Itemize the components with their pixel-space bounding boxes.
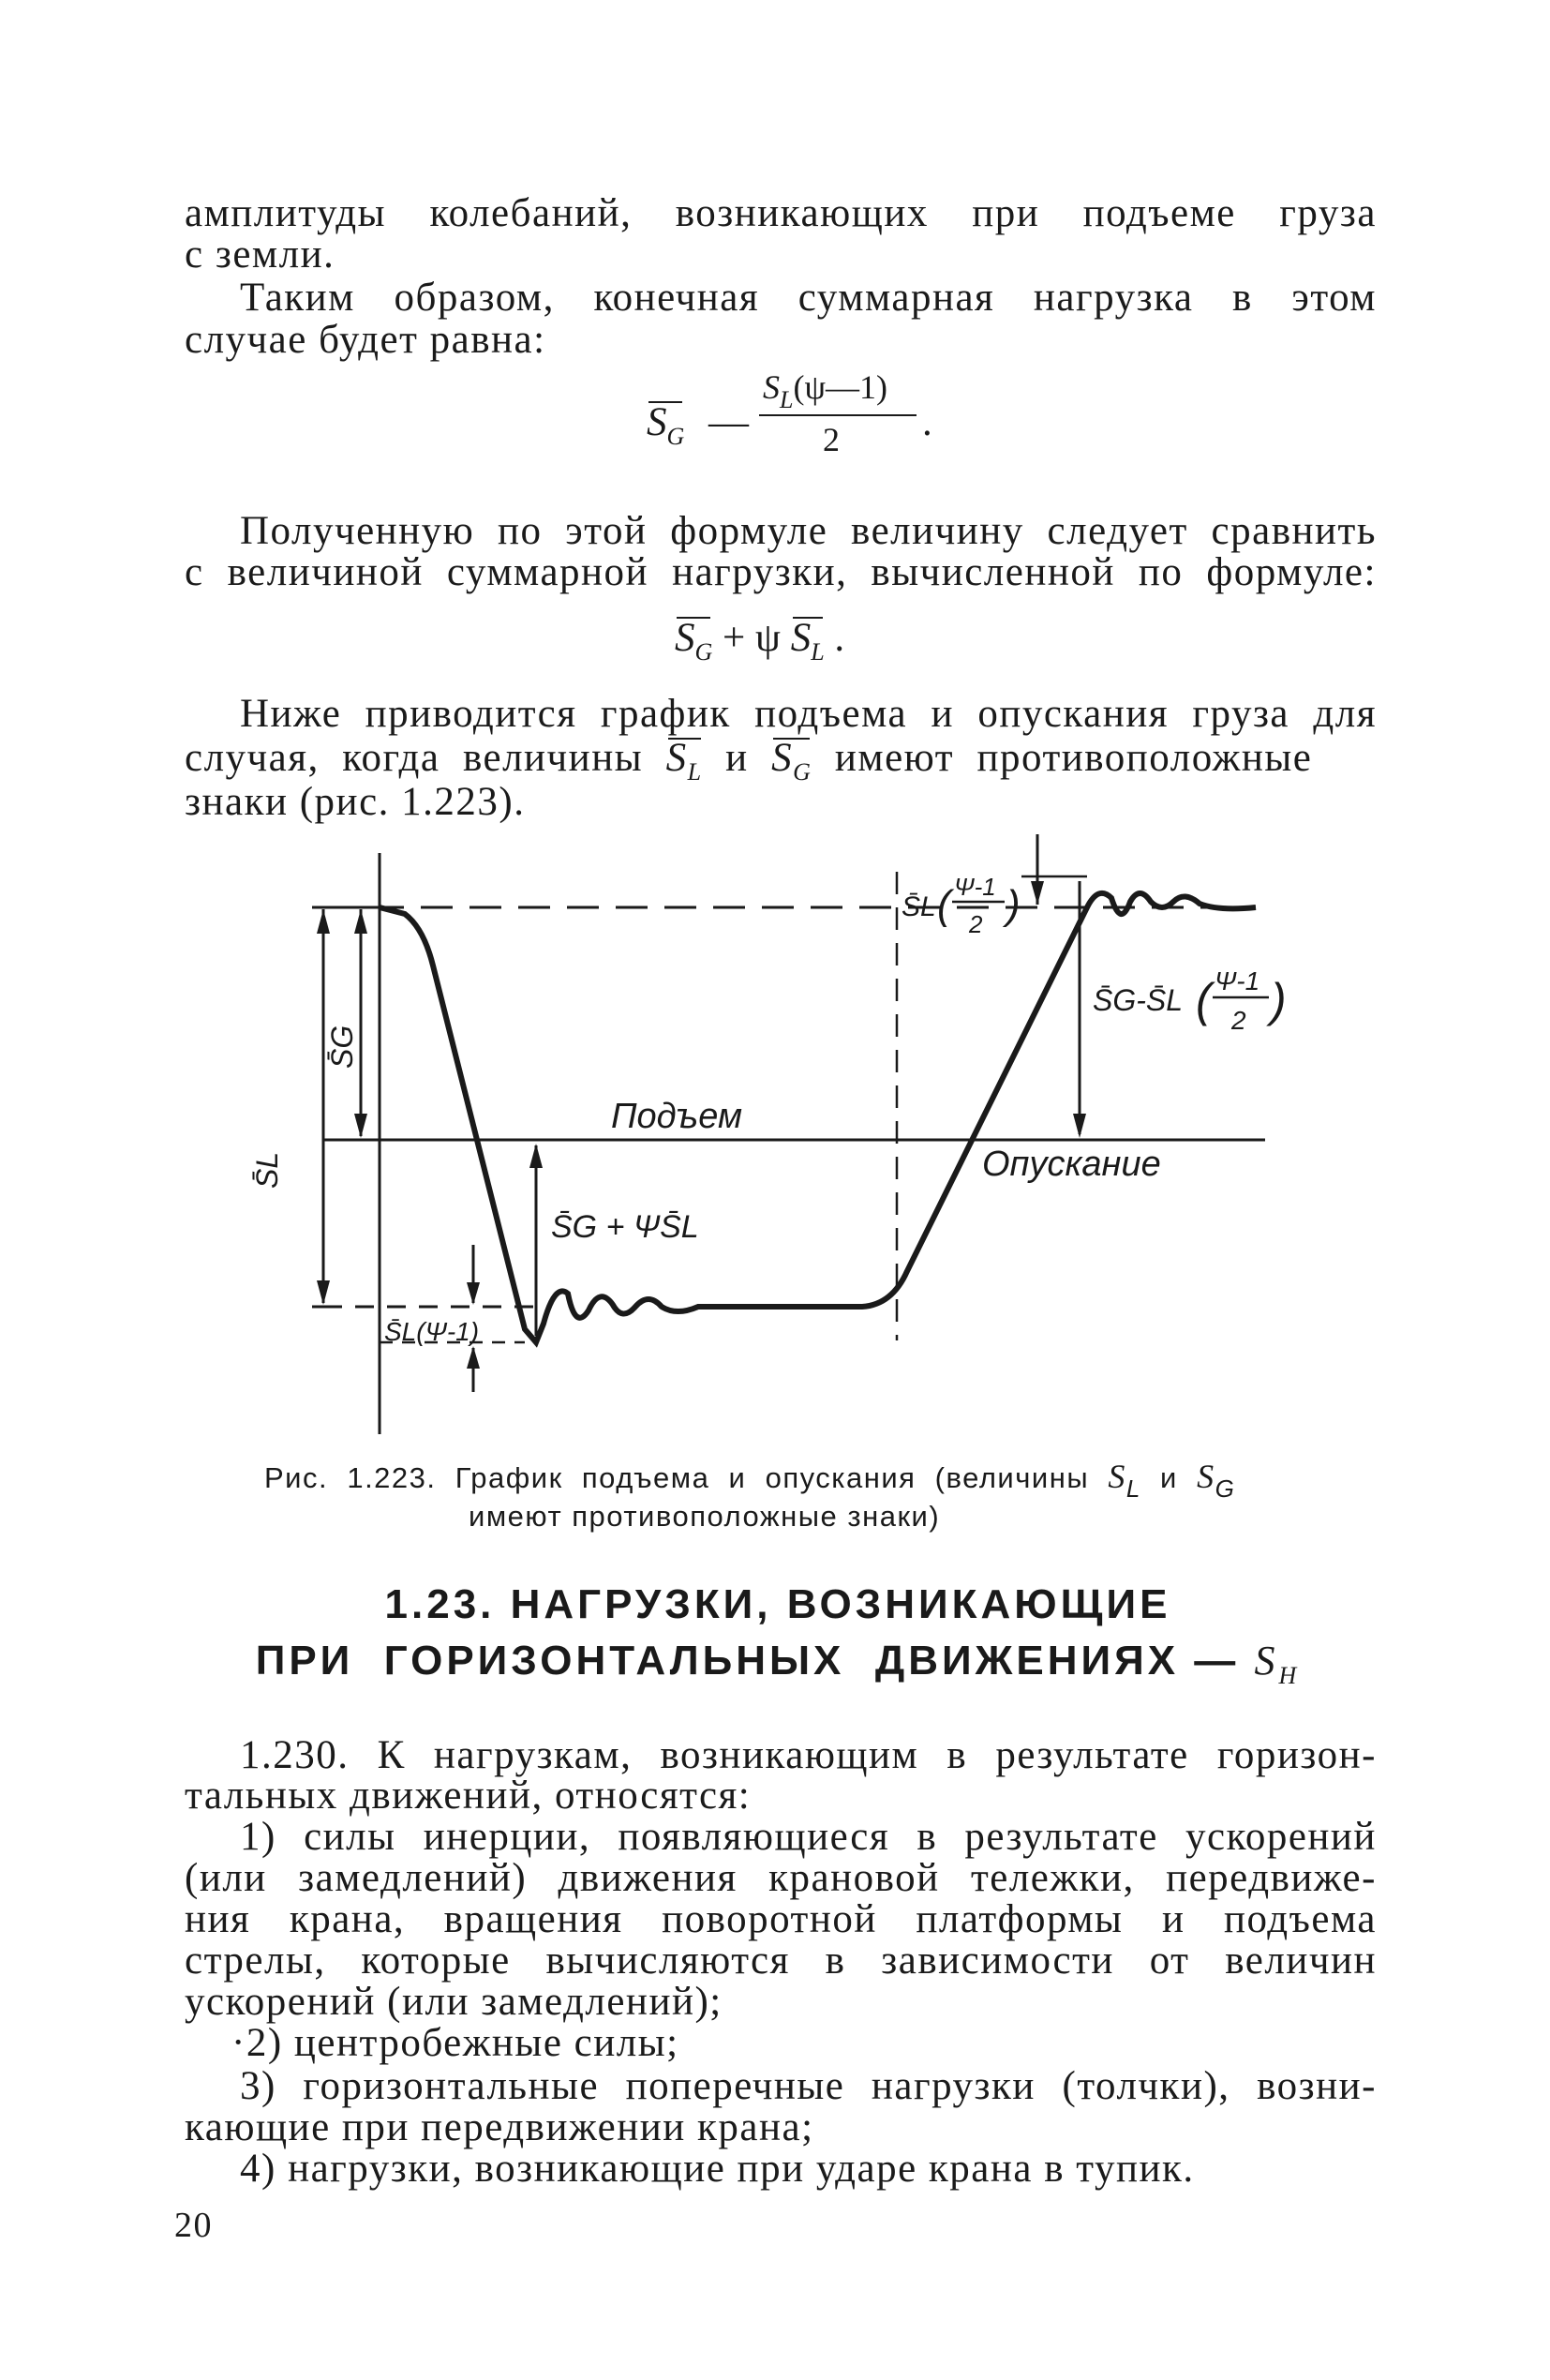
figure-caption-line2: имеют противоположные знаки) xyxy=(469,1500,941,1533)
load-curve xyxy=(380,893,1256,1342)
item1-line4 xyxy=(185,1938,1377,1983)
word: при xyxy=(972,191,1040,235)
word: платформы xyxy=(916,1897,1124,1941)
symbol-s: S xyxy=(771,736,794,780)
word: возникающих xyxy=(675,191,929,235)
word: 3) xyxy=(240,2064,276,2108)
page-number: 20 xyxy=(174,2206,213,2245)
word: результате xyxy=(995,1733,1189,1777)
word: суммарной xyxy=(446,550,649,594)
item1-line1 xyxy=(240,1815,1377,1860)
item4: 4) нагрузки, возникающие при ударе крана в тупик. xyxy=(240,2147,1195,2191)
formula-plus-psi: + ψ xyxy=(712,616,791,660)
word: формуле xyxy=(670,509,828,553)
caption-text: и xyxy=(1140,1461,1198,1494)
sum-arrowhead-top xyxy=(529,1144,543,1168)
item2: ·2) центробежные силы; xyxy=(231,2021,679,2065)
word: этом xyxy=(1291,276,1377,320)
sg-arrowhead-bottom xyxy=(354,1114,367,1138)
text-run: имеют противоположные xyxy=(812,736,1313,780)
word: (или xyxy=(185,1856,267,1900)
right-arrowhead-bottom xyxy=(1073,1114,1086,1138)
word: нагрузкам, xyxy=(433,1733,633,1777)
word: суммарная xyxy=(797,276,995,320)
text-run: случая, когда величины xyxy=(185,736,666,780)
word: поперечные xyxy=(625,2064,845,2108)
item3-line2: кающие при передвижении крана; xyxy=(185,2105,814,2149)
label-top-open: ( xyxy=(937,882,951,928)
word: вращения xyxy=(443,1897,623,1941)
word: образом, xyxy=(394,276,555,320)
caption-sub: G xyxy=(1215,1474,1236,1503)
sl-arrowhead-bottom xyxy=(317,1280,330,1305)
label-sg: S̄G xyxy=(325,1025,359,1069)
word: тележки, xyxy=(970,1856,1135,1900)
formula-end: . xyxy=(824,616,845,660)
word: нагрузки xyxy=(871,2064,1036,2108)
label-top-den: 2 xyxy=(969,910,983,938)
text-run: и xyxy=(702,736,772,780)
word: поворотной xyxy=(662,1897,877,1941)
formula-denominator: 2 xyxy=(823,421,840,458)
word: замедлений) xyxy=(298,1856,528,1900)
label-top-close: ) xyxy=(1006,882,1021,928)
word: колебаний, xyxy=(429,191,633,235)
word: и xyxy=(1161,1897,1185,1941)
section-heading-line2 xyxy=(169,1637,1387,1690)
word: от xyxy=(1149,1938,1190,1983)
word: Полученную xyxy=(240,509,475,553)
word: подъема xyxy=(754,692,908,736)
word: крана, xyxy=(289,1897,406,1941)
word: амплитуды xyxy=(185,191,387,235)
para2-line2: случае будет равна: xyxy=(185,318,546,362)
word: возникающим xyxy=(660,1733,919,1777)
word: в xyxy=(946,1733,968,1777)
word: следует xyxy=(1047,509,1188,553)
sg-arrowhead-top xyxy=(354,909,367,934)
word: силы xyxy=(304,1815,396,1859)
word: и xyxy=(931,692,954,736)
word: в xyxy=(825,1938,846,1983)
label-sl: S̄L xyxy=(250,1151,284,1189)
label-sl-psi: S̄L(Ψ-1) xyxy=(384,1317,480,1346)
word: появляющиеся xyxy=(618,1815,890,1859)
heading-text: ПРИ ГОРИЗОНТАЛЬНЫХ ДВИЖЕНИЯХ — xyxy=(255,1638,1255,1684)
word: график xyxy=(600,692,731,736)
word: подъема xyxy=(1223,1897,1377,1941)
formula-end: . xyxy=(922,400,932,444)
word: крановой xyxy=(768,1856,940,1900)
word: подъеме xyxy=(1082,191,1236,235)
label-right-fraction xyxy=(1093,966,1287,1035)
symbol-s: S xyxy=(665,736,688,780)
top-right-arrowhead xyxy=(1031,881,1044,905)
word: сравнить xyxy=(1211,509,1377,553)
label-lowering: Опускание xyxy=(982,1145,1161,1184)
word: результате xyxy=(964,1815,1158,1859)
heading-sub: H xyxy=(1278,1662,1301,1689)
para1-line2: с земли. xyxy=(185,232,335,277)
word: стрелы, xyxy=(185,1938,326,1983)
word: (толчки), xyxy=(1062,2064,1230,2108)
word: 1) xyxy=(240,1815,276,1859)
word: по xyxy=(1138,550,1184,594)
label-right-a: S̄G-S̄L xyxy=(1093,983,1184,1017)
sl-psi-arrowhead-up xyxy=(467,1346,480,1369)
word: с xyxy=(185,550,204,594)
word: величину xyxy=(851,509,1024,553)
label-right-open: ( xyxy=(1196,974,1212,1026)
sl-arrowhead-top xyxy=(317,909,330,934)
word: опускания xyxy=(977,692,1170,736)
word: горизон- xyxy=(1216,1733,1377,1777)
word: вычисляются xyxy=(545,1938,790,1983)
word: нагрузки, xyxy=(672,550,848,594)
word: приводится xyxy=(365,692,577,736)
formula-sub: G xyxy=(694,638,713,666)
label-lift: Подъем xyxy=(611,1097,743,1136)
word: величин xyxy=(1225,1938,1377,1983)
formula-sub: G xyxy=(666,423,685,450)
label-right-close: ) xyxy=(1271,974,1287,1026)
formula-sub: L xyxy=(780,386,794,413)
word: в xyxy=(917,1815,938,1859)
word: конечная xyxy=(593,276,760,320)
word: для xyxy=(1313,692,1377,736)
word: К xyxy=(377,1733,406,1777)
formula-sub: L xyxy=(811,638,825,666)
caption-sub: L xyxy=(1125,1474,1141,1503)
sl-psi-arrowhead-down xyxy=(467,1282,480,1305)
label-right-num: Ψ-1 xyxy=(1215,966,1260,995)
formula-s: S xyxy=(790,616,812,660)
label-sum: S̄G + ΨS̄L xyxy=(551,1209,699,1245)
word: по xyxy=(498,509,543,553)
word: зависимости xyxy=(881,1938,1114,1983)
word: горизонтальные xyxy=(303,2064,600,2108)
label-top-fraction xyxy=(902,873,1021,938)
caption-text: Рис. 1.223. График подъема и опускания (величины xyxy=(264,1461,1109,1494)
word: движения xyxy=(558,1856,738,1900)
word: Таким xyxy=(240,276,355,320)
word: нагрузка xyxy=(1033,276,1194,320)
p1-line2: тальных движений, относятся: xyxy=(185,1774,752,1818)
word: ния xyxy=(185,1897,251,1941)
formula-s: S xyxy=(647,400,667,444)
section-heading-line1: 1.23. НАГРУЗКИ, ВОЗНИКАЮЩИЕ xyxy=(384,1581,1171,1627)
word: груза xyxy=(1192,692,1290,736)
formula-s: S xyxy=(763,368,780,406)
caption-symbol: S xyxy=(1108,1458,1126,1495)
word: Ниже xyxy=(240,692,342,736)
label-right-den: 2 xyxy=(1231,1006,1246,1035)
item1-line2 xyxy=(185,1856,1377,1901)
item1-line5: ускорений (или замедлений); xyxy=(185,1980,723,2024)
formula-s: S xyxy=(675,616,695,660)
caption-symbol: S xyxy=(1197,1458,1215,1495)
word: которые xyxy=(361,1938,511,1983)
word: груза xyxy=(1279,191,1377,235)
word: вычисленной xyxy=(871,550,1115,594)
label-top-num: Ψ-1 xyxy=(954,873,996,901)
word: величиной xyxy=(227,550,424,594)
word: в xyxy=(1232,276,1253,320)
heading-symbol: S xyxy=(1254,1638,1279,1684)
symbol-sub: G xyxy=(793,758,812,786)
symbol-sub: L xyxy=(687,758,703,786)
formula-paren: (ψ—1) xyxy=(793,368,887,406)
item3-line1 xyxy=(240,2064,1377,2109)
word: инерции, xyxy=(423,1815,591,1859)
word: возни- xyxy=(1257,2064,1377,2108)
p1-line1 xyxy=(240,1733,1377,1778)
word: передвиже- xyxy=(1166,1856,1377,1900)
word: 1.230. xyxy=(240,1733,350,1777)
word: ускорений xyxy=(1185,1815,1377,1859)
para4-line3: знаки (рис. 1.223). xyxy=(185,780,526,824)
word: этой xyxy=(565,509,648,553)
label-top-a: S̄L xyxy=(902,891,936,922)
formula-minus: — xyxy=(708,400,749,444)
word: формуле: xyxy=(1206,550,1377,594)
item1-line3 xyxy=(185,1897,1377,1942)
